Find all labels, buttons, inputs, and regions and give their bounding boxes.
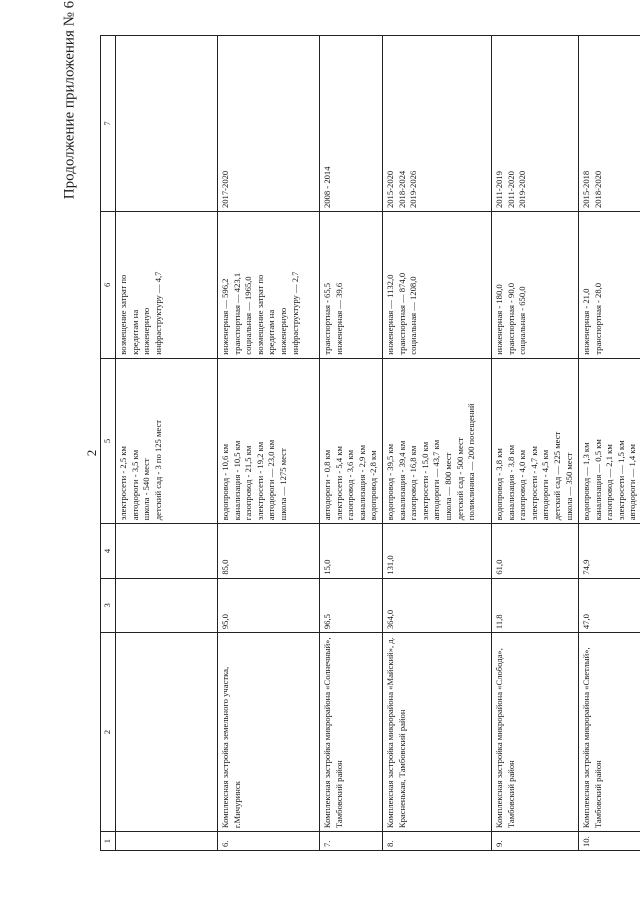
cost-line: транспортная — 874,0 bbox=[396, 272, 407, 355]
object-line: школа — 1275 мест bbox=[277, 448, 288, 521]
object-line: электросети — 1,5 км bbox=[615, 440, 626, 521]
object-line: водопровод - 10,6 км bbox=[220, 443, 230, 521]
cost-line: инженерная - 180,0 bbox=[493, 284, 504, 355]
cost-line: инженерную bbox=[141, 307, 152, 355]
cell-costs bbox=[218, 212, 320, 359]
cell-col3: 11,8 bbox=[491, 578, 578, 632]
cell-num: 6. bbox=[218, 832, 320, 851]
object-line: детский сад - 3 по 125 мест bbox=[152, 419, 163, 521]
cell-objects bbox=[320, 358, 383, 524]
object-line: школа — 350 мест bbox=[563, 452, 574, 521]
object-line: электросети - 5,4 км bbox=[333, 446, 344, 521]
cost-line: инженерная — 39,6 bbox=[333, 282, 344, 355]
object-line: автодороги - 0,8 км bbox=[322, 449, 332, 521]
cell-name: Комплексная застройка земельного участка, г.Мичуринск bbox=[218, 633, 320, 832]
rotated-table-inner bbox=[100, 35, 638, 851]
object-line: водопровод - 3,8 км bbox=[493, 448, 504, 521]
cell-col3: 95,0 bbox=[218, 578, 320, 632]
cell-col4: 74,9 bbox=[578, 524, 640, 578]
object-line: детский сад — 225 мест bbox=[551, 431, 562, 521]
header-cell: 1 bbox=[101, 832, 116, 851]
table-row bbox=[578, 36, 640, 851]
cell-costs bbox=[320, 212, 383, 359]
period-line: 2017-2020 bbox=[220, 170, 230, 209]
cell-period bbox=[218, 36, 320, 212]
cost-line: транспортная — 423,1 bbox=[231, 272, 242, 355]
cost-line: инженерная — 1132,0 bbox=[384, 274, 395, 355]
period-line: 2019-2020 bbox=[517, 170, 528, 209]
object-line: газопровод - 3,6 км bbox=[345, 449, 356, 521]
table-row bbox=[382, 36, 491, 851]
object-line: автодороги — 1,4 км bbox=[627, 444, 638, 521]
cell-col3: 47,0 bbox=[578, 578, 640, 632]
cost-line: кредитам на bbox=[129, 309, 140, 355]
cell-name: Комплексная застройка микрорайона «Слобода», Тамбовский район bbox=[491, 633, 578, 832]
object-line: автодороги - 3,5 км bbox=[129, 449, 140, 521]
object-line: детский сад - 500 мест bbox=[454, 437, 465, 521]
cell-costs bbox=[491, 212, 578, 359]
cell-costs bbox=[116, 212, 218, 359]
object-line: автодороги — 43,7 км bbox=[431, 439, 442, 521]
cell-col4 bbox=[116, 524, 218, 578]
cost-line: инженерную bbox=[277, 307, 288, 355]
table-row bbox=[218, 36, 320, 851]
object-line: канализация - 3,8 км bbox=[505, 444, 516, 521]
cell-period bbox=[320, 36, 383, 212]
page-heading: Продолжение приложения № 6 bbox=[61, 0, 78, 200]
header-cell: 2 bbox=[101, 633, 116, 832]
object-line: водопровод - 39,5 км bbox=[384, 443, 395, 521]
period-line: 2011-2020 bbox=[505, 171, 516, 209]
cost-line: инженерная - 21,0 bbox=[580, 288, 591, 355]
cell-costs bbox=[382, 212, 491, 359]
cell-period bbox=[382, 36, 491, 212]
cost-line: инфраструктуру — 4,7 bbox=[152, 271, 163, 355]
table-row-continuation bbox=[116, 36, 218, 851]
cell-name: Комплексная застройка микрорайона «Солнечный», Тамбовский район bbox=[320, 633, 383, 832]
object-line: канализация - 39,4 км bbox=[396, 440, 407, 521]
header-cell: 5 bbox=[101, 358, 116, 524]
object-line: газопровод — 2,1 км bbox=[604, 444, 615, 521]
cell-name bbox=[116, 633, 218, 832]
object-line: школа — 800 мест bbox=[442, 452, 453, 521]
cost-line: социальная — 1965,0 bbox=[243, 276, 254, 355]
period-line: 2019-2026 bbox=[408, 170, 419, 209]
cell-col3: 364,0 bbox=[382, 578, 491, 632]
cell-col3: 96,5 bbox=[320, 578, 383, 632]
cost-line: транспортная - 65,5 bbox=[322, 282, 332, 355]
object-line: водопровод — 1,3 км bbox=[580, 442, 591, 521]
cost-line: кредитам на bbox=[266, 309, 277, 355]
object-line: газопровод - 4,0 км bbox=[517, 449, 528, 521]
table-row bbox=[491, 36, 578, 851]
object-line: водопровод -2,8 км bbox=[368, 450, 379, 521]
cell-col4: 15,0 bbox=[320, 524, 383, 578]
cell-objects bbox=[116, 358, 218, 524]
table-header-row bbox=[101, 36, 116, 851]
period-line: 2008 - 2014 bbox=[322, 166, 332, 209]
object-line: газопровод - 16,8 км bbox=[408, 445, 419, 521]
cell-num: 7. bbox=[320, 832, 383, 851]
cell-period bbox=[491, 36, 578, 212]
cell-objects bbox=[382, 358, 491, 524]
cell-objects bbox=[218, 358, 320, 524]
cell-num: 10. bbox=[578, 832, 640, 851]
cost-line: транспортная - 28,0 bbox=[592, 282, 603, 355]
cell-objects bbox=[491, 358, 578, 524]
period-line: 2015-2020 bbox=[384, 170, 395, 209]
object-line: электросети - 19,2 км bbox=[254, 441, 265, 521]
header-cell: 3 bbox=[101, 578, 116, 632]
cell-period bbox=[578, 36, 640, 212]
period-line: 2011-2019 bbox=[493, 171, 504, 209]
cost-line: транспортная - 90,0 bbox=[505, 282, 516, 355]
object-line: поликлиника — 200 посещений bbox=[466, 403, 477, 521]
cost-line: инфраструктуру — 2,7 bbox=[289, 271, 300, 355]
cell-col4: 61,0 bbox=[491, 524, 578, 578]
object-line: автодороги - 4,5 км bbox=[540, 449, 551, 521]
header-cell: 6 bbox=[101, 212, 116, 359]
period-line: 2015-2018 bbox=[580, 170, 591, 209]
cell-name: Комплексная застройка микрорайона «Светлый», Тамбовский район bbox=[578, 633, 640, 832]
cell-name: Комплексная застройка микрорайона «Майский», д. Красненькая, Тамбовский район bbox=[382, 633, 491, 832]
object-line: канализация — 0,5 км bbox=[592, 439, 603, 521]
object-line: газопровод - 21,5 км bbox=[243, 445, 254, 521]
period-line: 2018-2024 bbox=[396, 170, 407, 209]
cell-num bbox=[116, 832, 218, 851]
page-number: 2 bbox=[84, 449, 99, 457]
object-line: электросети - 15,0 км bbox=[419, 441, 430, 521]
object-line: электросети - 2,5 км bbox=[118, 446, 128, 521]
object-line: электросети - 4,7 км bbox=[528, 446, 539, 521]
cost-line: социальная - 650,0 bbox=[517, 286, 528, 355]
object-line: автодороги — 23,0 км bbox=[266, 439, 277, 521]
cost-line: инженерная — 596,2 bbox=[220, 278, 230, 355]
cell-objects bbox=[578, 358, 640, 524]
header-cell: 4 bbox=[101, 524, 116, 578]
cell-period bbox=[116, 36, 218, 212]
cost-line: возмещение затрат по bbox=[118, 274, 128, 355]
period-line: 2018-2020 bbox=[592, 170, 603, 209]
cost-line: возмещение затрат по bbox=[254, 274, 265, 355]
object-line: канализация - 10,5 км bbox=[231, 440, 242, 521]
cell-num: 8. bbox=[382, 832, 491, 851]
object-line: канализация - 2,9 км bbox=[356, 444, 367, 521]
cell-col3 bbox=[116, 578, 218, 632]
appendix-table bbox=[100, 35, 640, 851]
cell-costs bbox=[578, 212, 640, 359]
cell-num: 9. bbox=[491, 832, 578, 851]
header-cell: 7 bbox=[101, 36, 116, 212]
cell-col4: 131,0 bbox=[382, 524, 491, 578]
table-row bbox=[320, 36, 383, 851]
cell-col4: 85,0 bbox=[218, 524, 320, 578]
rotated-table-frame bbox=[100, 35, 638, 851]
object-line: школа - 540 мест bbox=[141, 458, 152, 521]
cost-line: социальная — 1208,0 bbox=[408, 276, 419, 355]
